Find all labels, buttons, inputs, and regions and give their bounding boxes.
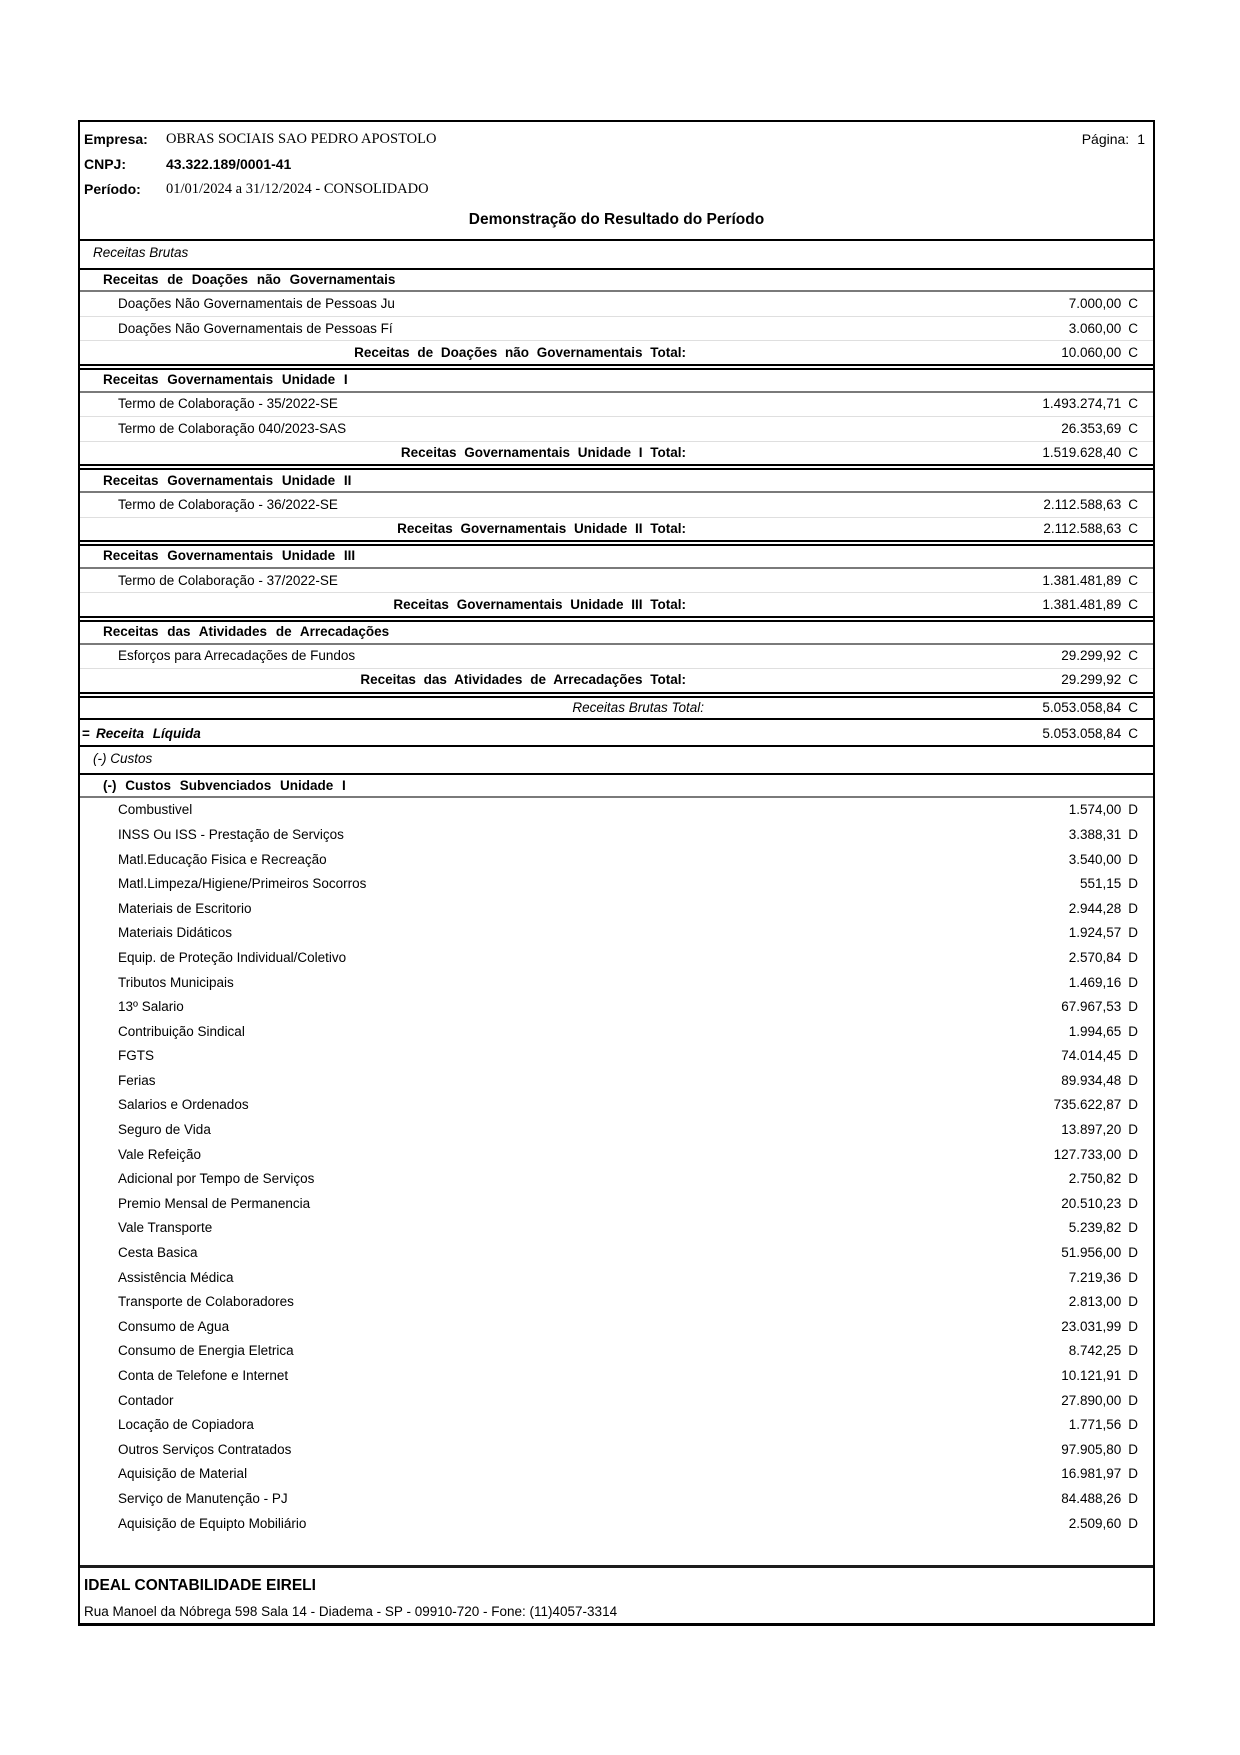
- row-amount: 1.924,57 D: [1069, 921, 1153, 945]
- table-row-detail: [80, 393, 1153, 418]
- row-label: Vale Transporte: [118, 1220, 213, 1236]
- table-row-item: [80, 1511, 1153, 1536]
- table-row-item: [80, 1487, 1153, 1512]
- row-label: Esforços para Arrecadações de Fundos: [118, 648, 356, 664]
- amount-suffix: C: [1128, 699, 1138, 715]
- amount-suffix: D: [1128, 1515, 1138, 1531]
- row-amount: 74.014,45 D: [1061, 1044, 1153, 1068]
- row-amount: 735.622,87 D: [1054, 1093, 1153, 1117]
- row-amount: 67.967,53 D: [1061, 995, 1153, 1019]
- table-row-item: [80, 1142, 1153, 1167]
- row-amount: 1.381.481,89 C: [1042, 593, 1153, 617]
- row-amount: 16.981,97 D: [1061, 1462, 1153, 1486]
- row-amount: 3.388,31 D: [1069, 823, 1153, 847]
- row-amount: 551,15 D: [1080, 872, 1153, 896]
- table-row-section: [80, 468, 1153, 493]
- table-row-detail: [80, 292, 1153, 317]
- row-label: Receitas das Atividades de Arrecadações: [103, 624, 390, 640]
- row-amount: 89.934,48 D: [1061, 1069, 1153, 1093]
- row-amount: 1.519.628,40 C: [1042, 441, 1153, 465]
- row-amount: 8.742,25 D: [1069, 1339, 1153, 1363]
- cnpj-value: 43.322.189/0001-41: [166, 156, 292, 172]
- table-row-detail: [80, 493, 1153, 518]
- page-indicator: [1082, 127, 1145, 152]
- amount-suffix: D: [1128, 1392, 1138, 1408]
- row-amount: 2.112.588,63 C: [1043, 493, 1153, 517]
- row-label: (-) Custos: [93, 751, 153, 767]
- table-row-detail: [80, 645, 1153, 670]
- amount-suffix: C: [1128, 520, 1138, 536]
- row-label: Consumo de Agua: [118, 1318, 230, 1334]
- row-amount: 10.121,91 D: [1061, 1364, 1153, 1388]
- row-label: Receitas das Atividades de Arrecadações Total:: [360, 672, 686, 688]
- row-amount: 127.733,00 D: [1054, 1143, 1153, 1167]
- row-amount: 1.381.481,89 C: [1042, 569, 1153, 593]
- row-label: Outros Serviços Contratados: [118, 1441, 292, 1457]
- empresa-label: Empresa:: [84, 131, 148, 147]
- amount-suffix: D: [1128, 1097, 1138, 1113]
- table-row-item: [80, 1290, 1153, 1315]
- report-table: [80, 241, 1153, 1536]
- cnpj-label: CNPJ:: [84, 156, 127, 172]
- table-row-total: [80, 669, 1153, 694]
- amount-suffix: C: [1128, 672, 1138, 688]
- amount-suffix: D: [1128, 1171, 1138, 1187]
- amount-suffix: D: [1128, 999, 1138, 1015]
- row-label: Cesta Basica: [118, 1245, 198, 1261]
- page-number: 1: [1137, 131, 1145, 147]
- row-label: Vale Refeição: [118, 1146, 202, 1162]
- row-amount: 5.053.058,84 C: [1042, 722, 1153, 746]
- row-label: Receitas Governamentais Unidade III Total:: [393, 596, 686, 612]
- amount-suffix: D: [1128, 1318, 1138, 1334]
- amount-suffix: D: [1128, 1441, 1138, 1457]
- amount-suffix: D: [1128, 1269, 1138, 1285]
- amount-suffix: D: [1128, 1368, 1138, 1384]
- amount-suffix: D: [1128, 802, 1138, 818]
- row-label: Receitas Governamentais Unidade III: [103, 548, 356, 564]
- table-row-total: [80, 442, 1153, 467]
- row-label: Matl.Limpeza/Higiene/Primeiros Socorros: [118, 876, 367, 892]
- table-row-item: [80, 921, 1153, 946]
- table-row-group: [80, 747, 1153, 772]
- footer-address: Rua Manoel da Nóbrega 598 Sala 14 - Diadema - SP - 09910-720 - Fone: (11)4057-3314: [84, 1604, 618, 1619]
- row-amount: 1.771,56 D: [1069, 1413, 1153, 1437]
- table-row-total: [80, 593, 1153, 618]
- company-name: OBRAS SOCIAIS SAO PEDRO APOSTOLO: [166, 131, 437, 147]
- amount-suffix: C: [1128, 596, 1138, 612]
- table-row-item: [80, 1192, 1153, 1217]
- row-label: Transporte de Colaboradores: [118, 1294, 294, 1310]
- table-row-item: [80, 1462, 1153, 1487]
- amount-suffix: D: [1128, 1023, 1138, 1039]
- row-label: (-) Custos Subvenciados Unidade I: [103, 777, 346, 793]
- row-label: Receitas Governamentais Unidade I: [103, 372, 348, 388]
- row-label: Equip. de Proteção Individual/Coletivo: [118, 949, 347, 965]
- row-label: Serviço de Manutenção - PJ: [118, 1490, 288, 1506]
- amount-suffix: D: [1128, 826, 1138, 842]
- report-frame: [78, 120, 1155, 1626]
- row-label: Assistência Médica: [118, 1269, 234, 1285]
- amount-suffix: D: [1128, 1417, 1138, 1433]
- table-row-item: [80, 1265, 1153, 1290]
- amount-suffix: D: [1128, 949, 1138, 965]
- row-label: Materiais de Escritorio: [118, 900, 252, 916]
- row-label: Receitas Brutas: [93, 245, 189, 261]
- table-row-section: [80, 773, 1153, 798]
- amount-suffix: C: [1128, 396, 1138, 412]
- row-label: Consumo de Energia Eletrica: [118, 1343, 294, 1359]
- amount-suffix: D: [1128, 876, 1138, 892]
- header-row-empresa: [84, 127, 1145, 152]
- row-label: 13º Salario: [118, 999, 184, 1015]
- table-row-item: [80, 1093, 1153, 1118]
- table-row-item: [80, 946, 1153, 971]
- row-label: Aquisição de Equipto Mobiliário: [118, 1515, 307, 1531]
- row-amount: 3.060,00 C: [1069, 317, 1153, 341]
- row-amount: 10.060,00 C: [1061, 341, 1153, 365]
- row-amount: 2.570,84 D: [1069, 946, 1153, 970]
- amount-suffix: D: [1128, 1195, 1138, 1211]
- row-label: Receita Líquida: [96, 725, 201, 741]
- row-amount: 7.000,00 C: [1069, 292, 1153, 316]
- amount-suffix: D: [1128, 974, 1138, 990]
- row-label: Salarios e Ordenados: [118, 1097, 249, 1113]
- report-footer: [80, 1565, 1153, 1623]
- table-row-item: [80, 896, 1153, 921]
- amount-suffix: D: [1128, 1146, 1138, 1162]
- row-label: Materiais Didáticos: [118, 925, 233, 941]
- table-row-section: [80, 368, 1153, 393]
- row-label: INSS Ou ISS - Prestação de Serviços: [118, 826, 344, 842]
- amount-suffix: C: [1128, 295, 1138, 311]
- row-label: Conta de Telefone e Internet: [118, 1368, 289, 1384]
- row-amount: 3.540,00 D: [1069, 848, 1153, 872]
- report-title: Demonstração do Resultado do Período: [80, 202, 1153, 241]
- row-amount: 51.956,00 D: [1061, 1241, 1153, 1265]
- row-label: Contador: [118, 1392, 174, 1408]
- row-label: Termo de Colaboração - 35/2022-SE: [118, 396, 338, 412]
- amount-suffix: C: [1128, 572, 1138, 588]
- row-amount: 2.112.588,63 C: [1043, 517, 1153, 541]
- table-row-item: [80, 970, 1153, 995]
- row-amount: 97.905,80 D: [1061, 1438, 1153, 1462]
- row-amount: 2.750,82 D: [1069, 1167, 1153, 1191]
- row-label: Termo de Colaboração - 36/2022-SE: [118, 496, 338, 512]
- row-amount: 2.813,00 D: [1069, 1290, 1153, 1314]
- row-amount: 23.031,99 D: [1061, 1315, 1153, 1339]
- amount-suffix: C: [1128, 445, 1138, 461]
- table-row-formula: [80, 722, 1153, 747]
- table-row-grand: [80, 696, 1153, 721]
- table-row-section: [80, 620, 1153, 645]
- amount-suffix: C: [1128, 344, 1138, 360]
- table-row-item: [80, 1339, 1153, 1364]
- row-label: Receitas de Doações não Governamentais Total:: [354, 344, 686, 360]
- table-row-section: [80, 544, 1153, 569]
- table-row-section: [80, 268, 1153, 293]
- row-label: Contribuição Sindical: [118, 1023, 245, 1039]
- table-row-detail: [80, 417, 1153, 442]
- row-label: Termo de Colaboração - 37/2022-SE: [118, 572, 338, 588]
- amount-suffix: D: [1128, 1048, 1138, 1064]
- row-label: Adicional por Tempo de Serviços: [118, 1171, 315, 1187]
- row-label: Seguro de Vida: [118, 1122, 211, 1138]
- periodo-label: Período:: [84, 181, 141, 197]
- table-row-item: [80, 1388, 1153, 1413]
- row-amount: 5.239,82 D: [1069, 1216, 1153, 1240]
- row-amount: 1.994,65 D: [1069, 1020, 1153, 1044]
- table-row-item: [80, 1413, 1153, 1438]
- row-label: Combustivel: [118, 802, 193, 818]
- header-row-periodo: [84, 177, 1145, 202]
- row-label: Receitas de Doações não Governamentais: [103, 271, 396, 287]
- table-row-item: [80, 995, 1153, 1020]
- row-amount: 13.897,20 D: [1061, 1118, 1153, 1142]
- row-amount: 29.299,92 C: [1061, 668, 1153, 692]
- amount-suffix: C: [1128, 420, 1138, 436]
- report-header: [80, 122, 1153, 202]
- row-amount: 2.509,60 D: [1069, 1512, 1153, 1536]
- row-label: Locação de Copiadora: [118, 1417, 254, 1433]
- amount-suffix: D: [1128, 1122, 1138, 1138]
- row-label: Aquisição de Material: [118, 1466, 248, 1482]
- row-label: Premio Mensal de Permanencia: [118, 1195, 311, 1211]
- header-row-cnpj: [84, 152, 1145, 177]
- row-amount: 84.488,26 D: [1061, 1487, 1153, 1511]
- row-amount: 1.469,16 D: [1069, 971, 1153, 995]
- table-row-item: [80, 1069, 1153, 1094]
- row-amount: 26.353,69 C: [1061, 417, 1153, 441]
- amount-suffix: C: [1128, 496, 1138, 512]
- table-row-item: [80, 1118, 1153, 1143]
- row-label: Matl.Educação Fisica e Recreação: [118, 851, 327, 867]
- amount-suffix: D: [1128, 851, 1138, 867]
- amount-suffix: C: [1128, 725, 1138, 741]
- row-label: Receitas Governamentais Unidade I Total:: [400, 445, 686, 461]
- table-row-item: [80, 847, 1153, 872]
- table-row-item: [80, 1216, 1153, 1241]
- table-row-item: [80, 1167, 1153, 1192]
- amount-suffix: D: [1128, 1294, 1138, 1310]
- row-amount: 27.890,00 D: [1061, 1389, 1153, 1413]
- amount-suffix: D: [1128, 1220, 1138, 1236]
- row-amount: 7.219,36 D: [1069, 1266, 1153, 1290]
- table-row-detail: [80, 317, 1153, 342]
- row-label: Doações Não Governamentais de Pessoas Fí: [118, 320, 393, 336]
- amount-suffix: D: [1128, 900, 1138, 916]
- row-label: Termo de Colaboração 040/2023-SAS: [118, 420, 347, 436]
- row-amount: 1.493.274,71 C: [1042, 392, 1153, 416]
- table-row-item: [80, 872, 1153, 897]
- row-label: Ferias: [118, 1072, 156, 1088]
- amount-suffix: D: [1128, 1466, 1138, 1482]
- table-row-item: [80, 823, 1153, 848]
- row-amount: 5.053.058,84 C: [1042, 696, 1153, 720]
- row-label: Receitas Brutas Total:: [572, 699, 704, 715]
- table-row-item: [80, 798, 1153, 823]
- table-row-item: [80, 1019, 1153, 1044]
- equals-sign: =: [82, 726, 90, 742]
- periodo-value: 01/01/2024 a 31/12/2024 - CONSOLIDADO: [166, 181, 429, 197]
- amount-suffix: C: [1128, 648, 1138, 664]
- row-label: Receitas Governamentais Unidade II: [103, 472, 352, 488]
- row-label: Tributos Municipais: [118, 974, 234, 990]
- row-label: Doações Não Governamentais de Pessoas Ju: [118, 295, 395, 311]
- amount-suffix: D: [1128, 1072, 1138, 1088]
- row-label: Receitas Governamentais Unidade II Total:: [397, 520, 686, 536]
- amount-suffix: D: [1128, 925, 1138, 941]
- row-amount: 20.510,23 D: [1061, 1192, 1153, 1216]
- amount-suffix: D: [1128, 1343, 1138, 1359]
- table-row-item: [80, 1044, 1153, 1069]
- row-label: FGTS: [118, 1048, 154, 1064]
- amount-suffix: D: [1128, 1490, 1138, 1506]
- footer-company: IDEAL CONTABILIDADE EIRELI: [84, 1577, 316, 1594]
- table-row-total: [80, 341, 1153, 366]
- row-amount: 2.944,28 D: [1069, 897, 1153, 921]
- amount-suffix: D: [1128, 1245, 1138, 1261]
- table-row-total: [80, 518, 1153, 543]
- table-row-item: [80, 1364, 1153, 1389]
- table-row-group: [80, 241, 1153, 266]
- table-row-item: [80, 1241, 1153, 1266]
- table-row-item: [80, 1438, 1153, 1463]
- table-row-item: [80, 1315, 1153, 1340]
- row-amount: 1.574,00 D: [1069, 798, 1153, 822]
- table-row-detail: [80, 569, 1153, 594]
- row-amount: 29.299,92 C: [1061, 644, 1153, 668]
- amount-suffix: C: [1128, 320, 1138, 336]
- pagina-label: Página:: [1081, 131, 1130, 147]
